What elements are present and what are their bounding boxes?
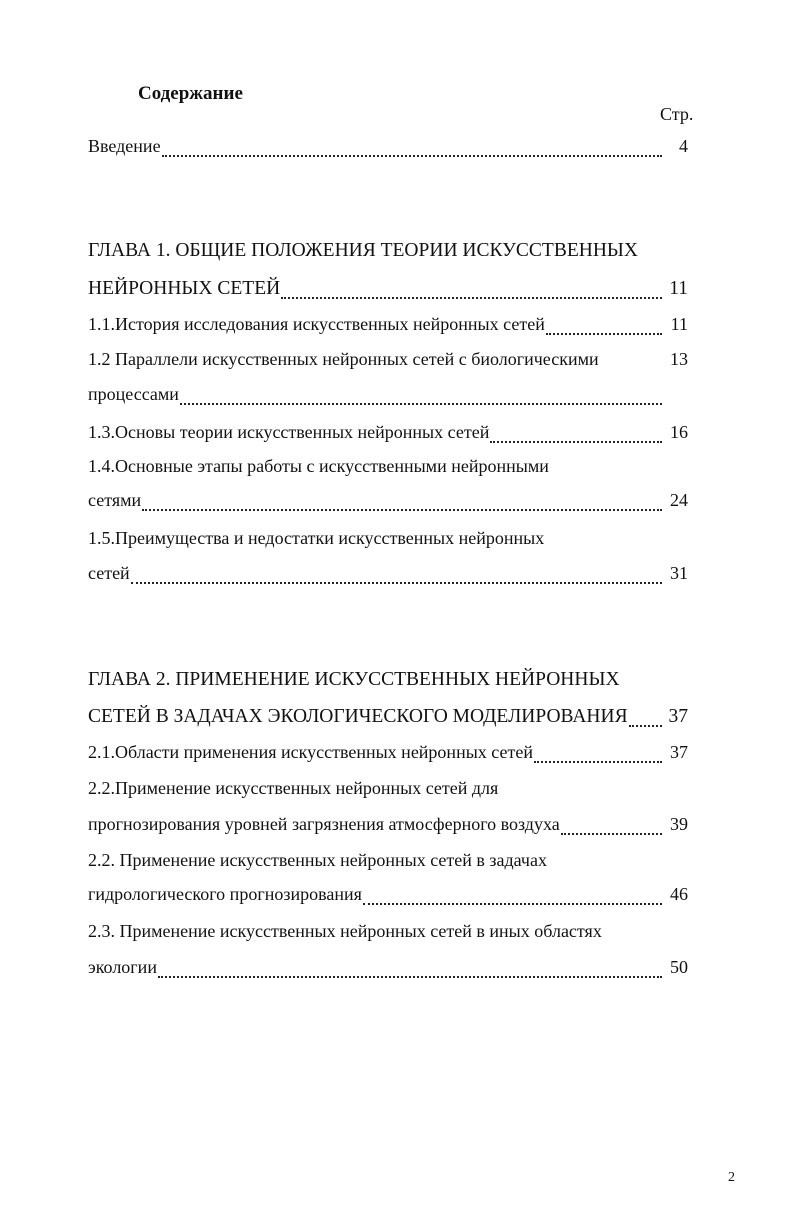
toc-entry-2-2b[interactable] [88,850,688,878]
dot-leader [131,581,662,584]
toc-entry-text-cont: гидрологического прогнозирования [88,884,362,904]
toc-entry-2-3-cont[interactable] [88,957,688,985]
toc-entry-page: 39 [670,814,688,834]
toc-entry-2-2a[interactable] [88,778,688,806]
toc-entry-1-1[interactable] [88,314,688,342]
page-number: 2 [728,1170,735,1185]
toc-entry-page: 11 [670,314,688,334]
toc-entry-page: 50 [670,957,688,977]
chapter2-heading-text: ГЛАВА 2. ПРИМЕНЕНИЕ ИСКУССТВЕННЫХ НЕЙРОННЫХ [88,669,620,690]
dot-leader [158,975,662,978]
toc-entry-page: 4 [679,136,688,156]
dot-leader [363,902,662,905]
toc-entry-text: 1.2 Параллели искусственных нейронных сетей с биологическими [88,349,599,369]
toc-entry-page: 46 [670,884,688,904]
chapter2-heading-line1[interactable] [88,669,688,697]
toc-entry-text: 1.3.Основы теории искусственных нейронных сетей [88,422,490,442]
toc-entry-text-cont: экологии [88,957,157,977]
toc-entry-1-5-cont[interactable] [88,563,688,591]
toc-entry-text: 1.4.Основные этапы работы с искусственными нейронными [88,456,549,476]
chapter1-heading-line2[interactable] [88,278,688,306]
chapter1-heading-line1[interactable] [88,240,688,268]
toc-entry-intro[interactable] [88,136,688,164]
dot-leader [561,832,662,835]
toc-entry-2-2b-cont[interactable] [88,884,688,912]
toc-entry-page: 24 [670,490,688,510]
chapter1-heading-text-2: НЕЙРОННЫХ СЕТЕЙ [88,278,281,299]
toc-title: Содержание [138,83,243,104]
toc-entry-text-cont: сетями [88,490,142,510]
toc-entry-page: 31 [670,563,688,583]
toc-entry-text: 2.1.Области применения искусственных нейронных сетей [88,742,533,762]
toc-entry-text: 2.2.Применение искусственных нейронных сетей для [88,778,499,798]
toc-entry-text: 2.2. Применение искусственных нейронных сетей в задачах [88,850,547,870]
toc-entry-text: 1.1.История исследования искусственных нейронных сетей [88,314,545,334]
chapter2-heading-line2[interactable] [88,706,688,734]
dot-leader [546,332,662,335]
dot-leader [490,440,662,443]
chapter1-heading-text: ГЛАВА 1. ОБЩИЕ ПОЛОЖЕНИЯ ТЕОРИИ ИСКУССТВЕННЫХ [88,240,639,261]
toc-entry-1-4-cont[interactable] [88,490,688,518]
dot-leader [162,154,662,157]
toc-entry-1-5[interactable] [88,528,688,556]
toc-entry-text-cont: сетей [88,563,130,583]
toc-entry-page: 11 [669,278,688,299]
toc-entry-1-2[interactable] [88,349,688,377]
chapter2-heading-text-2: СЕТЕЙ В ЗАДАЧАХ ЭКОЛОГИЧЕСКОГО МОДЕЛИРОВАНИЯ [88,706,628,727]
toc-entry-page: 37 [668,706,688,727]
page-column-label: Стр. [660,104,694,124]
toc-entry-2-2a-cont[interactable] [88,814,688,842]
dot-leader [534,760,662,763]
dot-leader [281,296,662,299]
toc-entry-2-3[interactable] [88,921,688,949]
toc-entry-1-4[interactable] [88,456,688,484]
toc-entry-text-cont: процессами [88,384,179,404]
toc-entry-2-1[interactable] [88,742,688,770]
toc-entry-text: Введение [88,136,161,156]
toc-entry-text-cont: прогнозирования уровней загрязнения атмосферного воздуха [88,814,560,834]
toc-entry-1-2-cont[interactable] [88,384,688,412]
toc-entry-text: 1.5.Преимущества и недостатки искусственных нейронных [88,528,545,548]
toc-entry-page: 37 [670,742,688,762]
toc-entry-page: 16 [670,422,688,442]
toc-entry-page: 13 [670,349,688,369]
dot-leader [180,402,662,405]
toc-entry-1-3[interactable] [88,422,688,450]
dot-leader [629,724,662,727]
dot-leader [142,508,662,511]
toc-entry-text: 2.3. Применение искусственных нейронных сетей в иных областях [88,921,602,941]
